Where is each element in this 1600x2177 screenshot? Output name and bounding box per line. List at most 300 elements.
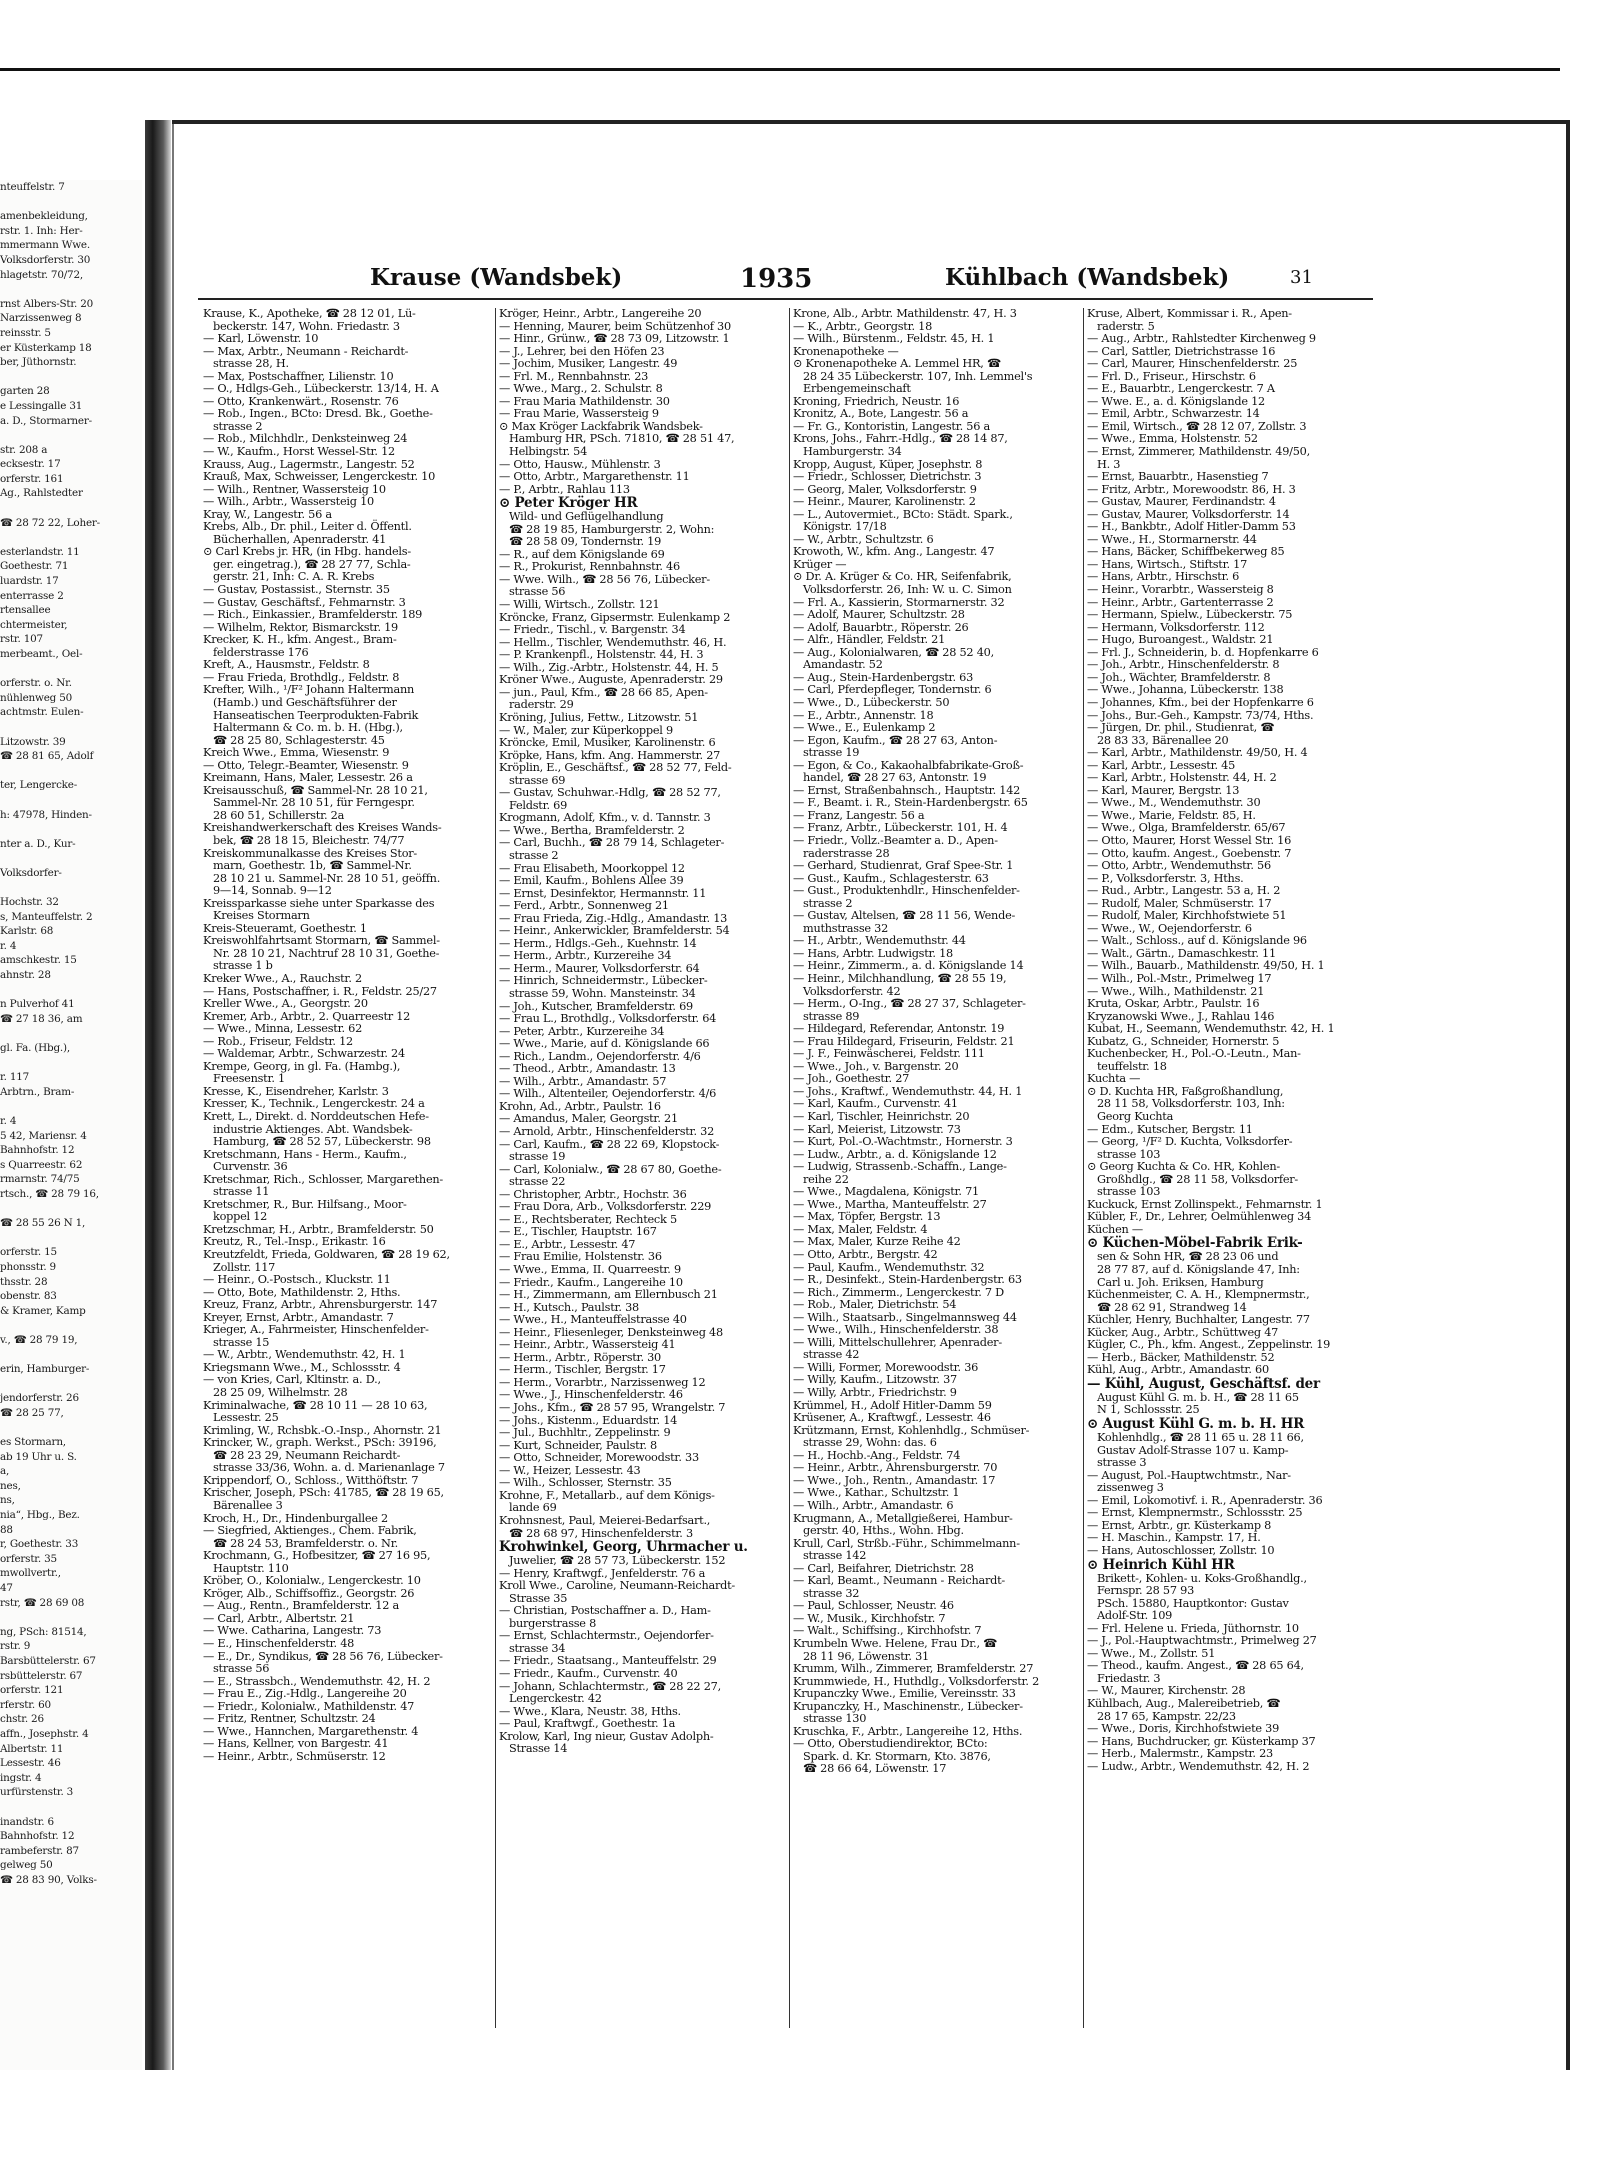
fragment-line: Lessestr. 46 — [0, 1757, 61, 1770]
fragment-line: phonsstr. 9 — [0, 1260, 56, 1273]
directory-entry: — Friedr., Schlosser, Dietrichstr. 3 — [793, 470, 982, 484]
directory-entry: — Wwe., Wilh., Mathildenstr. 21 — [1087, 984, 1265, 998]
fragment-line: ng, PSch: 81514, — [0, 1625, 87, 1638]
directory-entry: — Siegfried, Aktienges., Chem. Fabrik, — [203, 1524, 417, 1538]
directory-entry: marn, Goethestr. 1b, ☎ Sammel-Nr. — [213, 859, 412, 873]
directory-entry: — Gustav, Postassist., Sternstr. 35 — [203, 583, 390, 597]
directory-entry: Krischer, Joseph, PSch: 41785, ☎ 28 19 65, — [203, 1486, 444, 1500]
directory-entry: — Heinr., Arbtr., Gartenterrasse 2 — [1087, 595, 1274, 609]
directory-entry: — Frl. A., Kassierin, Stormarnerstr. 32 — [793, 595, 1005, 609]
directory-entry: — K., Arbtr., Georgstr. 18 — [793, 319, 933, 333]
directory-entry: — Hans, Postschaffner, i. R., Feldstr. 25/27 — [203, 984, 437, 998]
left-page-fragment — [0, 180, 142, 2070]
directory-entry: Kühlbach, Aug., Malereibetrieb, ☎ — [1087, 1696, 1281, 1710]
directory-entry: — Wwe., Marie, auf d. Königslande 66 — [499, 1037, 710, 1051]
directory-entry: — Theod., kaufm. Angest., ☎ 28 65 64, — [1087, 1659, 1304, 1673]
directory-entry: — Heinr., Zimmerm., a. d. Königslande 14 — [793, 959, 1024, 973]
directory-entry: — W., Heizer, Lessestr. 43 — [499, 1463, 641, 1477]
directory-entry: — H., Hochb.-Ang., Feldstr. 74 — [793, 1448, 961, 1462]
directory-entry: — Hinr., Grünw., ☎ 28 73 09, Litzowstr. 1 — [499, 332, 730, 346]
directory-entry: — W., Maurer, Kirchenstr. 28 — [1087, 1684, 1246, 1698]
directory-entry: H. 3 — [1097, 457, 1121, 471]
directory-entry: — Herm., Vorarbtr., Narzissenweg 12 — [499, 1375, 706, 1389]
directory-entry: Krause, K., Apotheke, ☎ 28 12 01, Lü- — [203, 308, 416, 320]
directory-entry: — Max, Arbtr., Neumann - Reichardt- — [203, 344, 409, 358]
fragment-line — [0, 881, 142, 896]
directory-entry: — Rob., Friseur, Feldstr. 12 — [203, 1034, 353, 1048]
fragment-line: rstr, ☎ 28 69 08 — [0, 1596, 85, 1609]
directory-entry: — Hans, Arbtr., Hirschstr. 6 — [1087, 570, 1240, 584]
fragment-line: jendorferstr. 26 — [0, 1392, 79, 1405]
directory-entry: Bücherhallen, Apenraderstr. 41 — [213, 532, 387, 546]
fragment-line: reinsstr. 5 — [0, 326, 51, 339]
directory-entry: Juwelier, ☎ 28 57 73, Lübeckerstr. 152 — [509, 1554, 726, 1568]
directory-entry: ☎ 28 62 91, Strandweg 14 — [1097, 1300, 1247, 1314]
directory-entry: Kohlenhdlg., ☎ 28 11 65 u. 28 11 66, — [1097, 1431, 1304, 1445]
directory-entry: Kröger, Alb., Schiffsoffiz., Georgstr. 26 — [203, 1586, 415, 1600]
directory-entry: — Walt., Gärtn., Damaschkestr. 11 — [1087, 946, 1276, 960]
directory-entry: — Hans, Arbtr. Ludwigstr. 18 — [793, 946, 953, 960]
directory-entry: — Wwe. E., a. d. Königslande 12 — [1087, 394, 1265, 408]
fragment-line: Bahnhofstr. 12 — [0, 1144, 75, 1157]
directory-entry: Krowoth, W., kfm. Ang., Langestr. 47 — [793, 545, 995, 559]
directory-entry: Erbengemeinschaft — [803, 382, 911, 396]
directory-column-1 — [203, 308, 491, 2028]
fragment-line: ☎ 28 81 65, Adolf — [0, 750, 94, 763]
directory-entry: Helbingstr. 54 — [509, 445, 588, 459]
directory-entry: Kroll Wwe., Caroline, Neumann-Reichardt- — [499, 1579, 735, 1593]
directory-entry: — H., Zimmermann, am Ellernbusch 21 — [499, 1288, 718, 1302]
directory-entry: Kuckuck, Ernst Zollinspekt., Fehmarnstr. 1 — [1087, 1197, 1323, 1211]
directory-entry: — E., Arbtr., Annenstr. 18 — [793, 708, 934, 722]
directory-entry: — Hans, Bäcker, Schiffbekerweg 85 — [1087, 545, 1285, 559]
directory-entry: — Wwe., Joh., v. Bargenstr. 20 — [793, 1059, 959, 1073]
fragment-line — [0, 1056, 142, 1071]
directory-entry: — Heinr., Vorarbtr., Wassersteig 8 — [1087, 583, 1274, 597]
directory-entry: — Wwe., M., Zollstr. 51 — [1087, 1646, 1216, 1660]
directory-entry: — Johs., Kfm., ☎ 28 57 95, Wrangelstr. 7 — [499, 1401, 726, 1415]
directory-entry: strasse 59, Wohn. Mansteinstr. 34 — [509, 986, 696, 1000]
directory-entry: Großhdlg., ☎ 28 11 58, Volksdorfer- — [1097, 1172, 1298, 1186]
directory-entry: — Wilh., Zig.-Arbtr., Holstenstr. 44, H. 5 — [499, 660, 719, 674]
directory-entry: Kropp, August, Küper, Josephstr. 8 — [793, 457, 983, 471]
directory-entry: — Otto, Maurer, Horst Wessel Str. 16 — [1087, 833, 1292, 847]
directory-entry: — Frau Frieda, Brothdlg., Feldstr. 8 — [203, 670, 400, 684]
directory-entry: strasse 32 — [803, 1586, 860, 1600]
directory-entry: — Heinr., Maurer, Karolinenstr. 2 — [793, 495, 976, 509]
fragment-line — [0, 662, 142, 677]
directory-entry: Kügler, C., Ph., kfm. Angest., Zeppelinstr. 19 — [1087, 1338, 1331, 1352]
directory-entry: Hamburgerstr. 34 — [803, 445, 902, 459]
fragment-line: urfürstenstr. 3 — [0, 1786, 74, 1799]
fragment-line: nter a. D., Kur- — [0, 837, 76, 850]
directory-entry: — Wwe., Minna, Lessestr. 62 — [203, 1022, 363, 1036]
fragment-line: garten 28 — [0, 385, 50, 398]
directory-entry: — Paul, Kaufm., Wendemuthstr. 32 — [793, 1260, 985, 1274]
directory-entry: — Wilh., Bürstenm., Feldstr. 45, H. 1 — [793, 332, 995, 346]
directory-entry: Krolow, Karl, Ing nieur, Gustav Adolph- — [499, 1729, 714, 1743]
directory-entry: — Friedr., Vollz.-Beamter a. D., Apen- — [793, 833, 998, 847]
directory-entry: — Wwe., Bertha, Bramfelderstr. 2 — [499, 823, 685, 837]
directory-entry: — Frl. J., Schneiderin, b. d. Hopfenkarre 6 — [1087, 645, 1319, 659]
fragment-line: orferstr. 15 — [0, 1246, 57, 1259]
fragment-line: ahnstr. 28 — [0, 969, 51, 982]
directory-entry: — Gerhard, Studienrat, Graf Spee-Str. 1 — [793, 859, 1014, 873]
directory-entry: — Ernst, Bauarbtr., Hasenstieg 7 — [1087, 470, 1269, 484]
directory-entry: Freesenstr. 1 — [213, 1072, 285, 1086]
fragment-line: r, Goethestr. 33 — [0, 1538, 79, 1551]
directory-entry: — Johann, Schlachtermstr., ☎ 28 22 27, — [499, 1679, 721, 1693]
fragment-line: er Küsterkamp 18 — [0, 341, 92, 354]
directory-entry: Hamburg HR, PSch. 71810, ☎ 28 51 47, — [509, 432, 735, 446]
directory-entry: — Waldemar, Arbtr., Schwarzestr. 24 — [203, 1047, 405, 1061]
directory-entry: — P. Krankenpfl., Holstenstr. 44, H. 3 — [499, 648, 704, 662]
directory-entry: — Ernst, Straßenbahnsch., Hauptstr. 142 — [793, 783, 1021, 797]
directory-entry: — Wilh., Rentner, Wassersteig 10 — [203, 482, 386, 496]
directory-entry: felderstrasse 176 — [213, 645, 309, 659]
directory-entry: — Karl, Kaufm., Curvenstr. 41 — [793, 1097, 958, 1111]
directory-entry: — Willi, Former, Morewoodstr. 36 — [793, 1360, 979, 1374]
directory-entry: Krumm, Wilh., Zimmerer, Bramfelderstr. 27 — [793, 1662, 1034, 1676]
directory-entry: — Fritz, Arbtr., Morewoodstr. 86, H. 3 — [1087, 482, 1296, 496]
directory-entry: strasse 103 — [1097, 1185, 1161, 1199]
directory-entry: — Ferd., Arbtr., Sonnenweg 21 — [499, 899, 669, 913]
directory-entry: — Kurt, Schneider, Paulstr. 8 — [499, 1438, 657, 1452]
fragment-line: ingstr. 4 — [0, 1771, 42, 1784]
directory-entry: — Friedr., Kaufm., Langereihe 10 — [499, 1275, 683, 1289]
directory-entry: — Emil, Wirtsch., ☎ 28 12 07, Zollstr. 3 — [1087, 419, 1307, 433]
directory-entry: — Johs., Bur.-Geh., Kampstr. 73/74, Hths. — [1087, 708, 1314, 722]
directory-entry: Kretschmer, R., Bur. Hilfsang., Moor- — [203, 1197, 407, 1211]
directory-entry: ⊙ Kronenapotheke A. Lemmel HR, ☎ — [793, 357, 1001, 371]
directory-entry: ☎ 28 25 80, Schlagesterstr. 45 — [213, 733, 385, 747]
directory-entry: — Herm., Maurer, Volksdorferstr. 64 — [499, 961, 700, 975]
page-top-border — [172, 120, 1570, 124]
fragment-line: chstr. 26 — [0, 1713, 44, 1726]
directory-entry: — E., Tischler, Hauptstr. 167 — [499, 1225, 657, 1239]
directory-entry: — Frl. Helene u. Frieda, Jüthornstr. 10 — [1087, 1621, 1299, 1635]
directory-entry: Küchler, Henry, Buchhalter, Langestr. 77 — [1087, 1313, 1310, 1327]
fragment-line: v., ☎ 28 79 19, — [0, 1333, 78, 1346]
fragment-line — [0, 1231, 142, 1246]
directory-entry: strasse 1 b — [213, 959, 273, 973]
directory-entry: Kreutzfeldt, Frieda, Goldwaren, ☎ 28 19 62, — [203, 1248, 450, 1262]
directory-entry: — Ernst, Zimmerer, Mathildenstr. 49/50, — [1087, 445, 1310, 459]
directory-entry: — Arnold, Arbtr., Hinschenfelderstr. 32 — [499, 1125, 715, 1138]
directory-entry: Krohne, F., Metallarb., auf dem Königs- — [499, 1488, 715, 1502]
fragment-line: amschkestr. 15 — [0, 954, 77, 967]
directory-entry: Krohn, Ad., Arbtr., Paulstr. 16 — [499, 1099, 661, 1113]
directory-entry: ger. eingetrag.), ☎ 28 27 77, Schla- — [213, 557, 411, 571]
directory-entry: — Frau Hildegard, Friseurin, Feldstr. 21 — [793, 1034, 1015, 1048]
directory-entry: — Max, Töpfer, Bergstr. 13 — [793, 1210, 941, 1224]
directory-entry: — Willi, Wirtsch., Zollstr. 121 — [499, 598, 660, 612]
directory-entry: Strasse 14 — [509, 1742, 568, 1756]
directory-entry: — Wwe., M., Wendemuthstr. 30 — [1087, 796, 1261, 810]
directory-entry: — Hans, Wirtsch., Stiftstr. 17 — [1087, 557, 1248, 571]
directory-entry: strasse 2 — [509, 848, 559, 862]
fragment-line: rtensallee — [0, 604, 51, 617]
fragment-line: ☎ 28 25 77, — [0, 1406, 64, 1419]
fragment-line — [0, 822, 142, 837]
directory-entry: — Hermann, Volksdorferstr. 112 — [1087, 620, 1265, 634]
directory-entry: Kröpke, Hans, kfm. Ang. Hammerstr. 27 — [499, 748, 721, 762]
directory-entry: — Karl, Arbtr., Mathildenstr. 49/50, H. 4 — [1087, 746, 1308, 760]
directory-entry: — Johs., Kraftwf., Wendemuthstr. 44, H. 1 — [793, 1084, 1023, 1098]
directory-entry: — Hans, Buchdrucker, gr. Küsterkamp 37 — [1087, 1734, 1316, 1748]
directory-entry: — Herm., Arbtr., Röperstr. 30 — [499, 1350, 661, 1364]
page-number: 31 — [1290, 267, 1313, 288]
directory-entry: Kröncke, Emil, Musiker, Karolinenstr. 6 — [499, 736, 716, 750]
directory-entry: — H., Kutsch., Paulstr. 38 — [499, 1300, 639, 1314]
directory-entry: — E., Dr., Syndikus, ☎ 28 56 76, Lübecker- — [203, 1649, 443, 1663]
directory-entry: — Christian, Postschaffner a. D., Ham- — [499, 1604, 711, 1618]
directory-entry: Kroning, Friedrich, Neustr. 16 — [793, 394, 960, 408]
directory-entry: strasse 34 — [509, 1641, 566, 1655]
directory-entry: Krugmann, A., Metallgießerei, Hambur- — [793, 1511, 1013, 1525]
directory-entry: Kühl, Aug., Arbtr., Amandastr. 60 — [1087, 1363, 1269, 1377]
directory-entry: — E., Strassbch., Wendemuthstr. 42, H. 2 — [203, 1674, 431, 1688]
directory-entry: strasse 11 — [213, 1185, 270, 1199]
fragment-line — [0, 1377, 142, 1392]
fragment-line: Goethestr. 71 — [0, 560, 69, 573]
directory-entry: — Karl, Beamt., Neumann - Reichardt- — [793, 1574, 1005, 1588]
directory-entry: strasse 56 — [509, 585, 566, 599]
fragment-line — [0, 764, 142, 779]
book-gutter — [145, 120, 171, 2070]
directory-entry: — R., Prokurist, Rennbahnstr. 46 — [499, 560, 680, 574]
directory-entry: — Adolf, Maurer, Schultzstr. 28 — [793, 608, 965, 622]
directory-entry: — J., Lehrer, bei den Höfen 23 — [499, 344, 665, 358]
directory-entry: Krupanczky, H., Maschinenstr., Lübecker- — [793, 1699, 1023, 1713]
fragment-line: amenbekleidung, — [0, 210, 88, 223]
directory-entry: — Frau Frieda, Zig.-Hdlg., Amandastr. 13 — [499, 911, 728, 925]
directory-entry: — Max, Maler, Kurze Reihe 42 — [793, 1235, 961, 1249]
fragment-line: ☎ 28 83 90, Volks- — [0, 1873, 97, 1886]
directory-entry: — Rudolf, Maler, Schmüserstr. 17 — [1087, 896, 1272, 910]
directory-entry: — Wwe., Doris, Kirchhofstwiete 39 — [1087, 1722, 1280, 1736]
directory-entry: — Max, Postschaffner, Lilienstr. 10 — [203, 369, 394, 383]
directory-entry: Kröncke, Franz, Gipsermstr. Eulenkamp 2 — [499, 610, 731, 624]
directory-entry: Kreishandwerkerschaft des Kreises Wands- — [203, 821, 442, 835]
directory-entry: — Hildegard, Referendar, Antonstr. 19 — [793, 1022, 1005, 1036]
fragment-line: luardstr. 17 — [0, 575, 59, 588]
directory-entry: ⊙ D. Kuchta HR, Faßgroßhandlung, — [1087, 1084, 1284, 1098]
directory-entry: 28 11 58, Volksdorferstr. 103, Inh: — [1097, 1097, 1285, 1111]
directory-entry: beckerstr. 147, Wohn. Friedastr. 3 — [213, 319, 400, 333]
directory-entry: — Johs., Kistenm., Eduardstr. 14 — [499, 1413, 678, 1427]
directory-entry: — Herm., Hdlgs.-Geh., Kuehnstr. 14 — [499, 936, 697, 950]
directory-entry: raderstr. 29 — [509, 698, 574, 712]
directory-entry: Kröber, O., Kolonialw., Lengerckestr. 10 — [203, 1574, 421, 1588]
directory-entry: Kray, W., Langestr. 56 a — [203, 507, 332, 521]
directory-entry: Krümmel, H., Adolf Hitler-Damm 59 — [793, 1398, 992, 1412]
directory-entry: — Wwe., Marg., 2. Schulstr. 8 — [499, 382, 663, 396]
directory-entry: Kreises Stormarn — [213, 909, 310, 923]
directory-entry: Krone, Alb., Arbtr. Mathildenstr. 47, H. 3 — [793, 308, 1017, 320]
directory-entry: — Carl, Maurer, Hinschenfelderstr. 25 — [1087, 357, 1298, 371]
directory-entry: strasse 103 — [1097, 1147, 1161, 1161]
fragment-line — [0, 530, 142, 545]
directory-entry: — Hans, Autoschlosser, Zollstr. 10 — [1087, 1543, 1275, 1557]
directory-entry: — Wwe., Martha, Manteuffelstr. 27 — [793, 1197, 987, 1211]
directory-entry: Kreissparkasse siehe unter Sparkasse des — [203, 896, 435, 910]
directory-entry: Kresser, K., Technik., Lengerckestr. 24 a — [203, 1097, 425, 1111]
directory-entry: Krohnsnest, Paul, Meierei-Bedarfsart., — [499, 1513, 711, 1527]
directory-entry: Krüger — — [793, 557, 847, 571]
directory-entry: — Wwe. Wilh., ☎ 28 56 76, Lübecker- — [499, 572, 710, 586]
directory-entry: — Wwe., D., Lübeckerstr. 50 — [793, 695, 950, 709]
fragment-line: Hochstr. 32 — [0, 896, 59, 909]
directory-entry: ☎ 28 19 85, Hamburgerstr. 2, Wohn: — [509, 522, 715, 536]
directory-entry: — Otto, Krankenwärt., Rosenstr. 76 — [203, 394, 399, 408]
fragment-line: nühlenweg 50 — [0, 691, 73, 704]
directory-entry: — W., Arbtr., Schultzstr. 6 — [793, 532, 934, 546]
fragment-line: 5 42, Mariensr. 4 — [0, 1129, 87, 1142]
directory-entry: Kröger, Heinr., Arbtr., Langereihe 20 — [499, 308, 702, 320]
directory-entry: Küchen — — [1087, 1222, 1143, 1236]
directory-entry: — Wwe., W., Oejendorferstr. 6 — [1087, 921, 1252, 935]
directory-entry: — Ernst, Desinfektor, Hermannstr. 11 — [499, 886, 707, 900]
directory-entry: — Hans, Kellner, von Bargestr. 41 — [203, 1737, 389, 1751]
directory-entry: — Amandus, Maler, Georgstr. 21 — [499, 1112, 678, 1126]
fragment-line: rstr. 9 — [0, 1640, 31, 1653]
directory-entry: — Hugo, Buroangest., Waldstr. 21 — [1087, 633, 1274, 647]
directory-entry: — Gust., Kaufm., Schlagesterstr. 63 — [793, 871, 989, 885]
directory-entry: Königstr. 17/18 — [803, 520, 887, 534]
header-rule — [198, 298, 1373, 300]
directory-entry: Kreutz, R., Tel.-Insp., Erikastr. 16 — [203, 1235, 386, 1249]
directory-entry: Kubatz, G., Schneider, Hornerstr. 5 — [1087, 1034, 1280, 1048]
directory-column-3 — [793, 308, 1081, 2028]
directory-entry: — Ernst, Klempnermstr., Schlossstr. 25 — [1087, 1506, 1303, 1520]
directory-entry: — Frau Dora, Arb., Volksdorferstr. 229 — [499, 1200, 712, 1214]
directory-entry: Kriminalwache, ☎ 28 10 11 — 28 10 63, — [203, 1398, 428, 1412]
fragment-line: mmermann Wwe. — [0, 239, 90, 252]
directory-entry: — Wwe., Kathar., Schultzstr. 1 — [793, 1486, 960, 1500]
directory-entry: ⊙ Küchen-Möbel-Fabrik Erik- — [1087, 1235, 1303, 1252]
directory-entry: — Wilh., Staatsarb., Singelmannsweg 44 — [793, 1310, 1017, 1324]
directory-entry: — Gustav, Schuhwar.-Hdlg, ☎ 28 52 77, — [499, 786, 721, 800]
directory-entry: Kreft, A., Hausmstr., Feldstr. 8 — [203, 658, 370, 672]
directory-entry: — Heinr., Milchhandlung, ☎ 28 55 19, — [793, 971, 1007, 985]
directory-entry: — Alfr., Händler, Feldstr. 21 — [793, 633, 946, 647]
fragment-line — [0, 1610, 142, 1625]
directory-entry: — Emil, Arbtr., Schwarzestr. 14 — [1087, 407, 1260, 421]
directory-entry: Kruse, Albert, Kommissar i. R., Apen- — [1087, 308, 1292, 320]
directory-entry: strasse 29, Wohn: das. 6 — [803, 1436, 937, 1450]
directory-entry: — Rob., Maler, Dietrichstr. 54 — [793, 1298, 957, 1312]
directory-entry: gerstr. 21, Inh: C. A. R. Krebs — [213, 570, 375, 584]
header-left-guide-word: Krause (Wandsbek) — [370, 264, 623, 291]
directory-entry: — Karl, Maurer, Bergstr. 13 — [1087, 783, 1240, 797]
directory-entry: Kröning, Julius, Fettw., Litzowstr. 51 — [499, 710, 699, 724]
fragment-line — [0, 1026, 142, 1041]
directory-entry: gerstr. 40, Hths., Wohn. Hbg. — [803, 1524, 964, 1538]
directory-entry: Küchenmeister, C. A. H., Klempnermstr., — [1087, 1288, 1310, 1302]
directory-entry: strasse 33/36, Wohn. a. d. Marienanlage 7 — [213, 1461, 445, 1475]
directory-entry: — Henning, Maurer, beim Schützenhof 30 — [499, 319, 731, 333]
fragment-line: orferstr. 121 — [0, 1684, 64, 1697]
directory-entry: Adolf-Str. 109 — [1097, 1609, 1173, 1623]
directory-entry: — Joh., Kutscher, Bramfelderstr. 69 — [499, 999, 693, 1013]
directory-entry: Kröplin, E., Geschäftsf., ☎ 28 52 77, Feld- — [499, 761, 732, 775]
fragment-line: orferstr. 35 — [0, 1552, 57, 1565]
fragment-line: thsstr. 28 — [0, 1275, 48, 1288]
directory-entry: ☎ 28 58 09, Tondernstr. 19 — [509, 535, 662, 549]
directory-entry: — Aug., Arbtr., Rahlstedter Kirchenweg 9 — [1087, 332, 1316, 346]
fragment-line: achtmstr. Eulen- — [0, 706, 84, 719]
fragment-line: Bahnhofstr. 12 — [0, 1830, 75, 1843]
directory-entry: Carl u. Joh. Eriksen, Hamburg — [1097, 1275, 1264, 1289]
directory-entry: — Georg, ¹/F² D. Kuchta, Volksdorfer- — [1087, 1135, 1293, 1149]
directory-entry: — Willy, Kaufm., Litzowstr. 37 — [793, 1373, 957, 1387]
directory-entry: — Walt., Schloss., auf d. Königslande 96 — [1087, 934, 1307, 948]
directory-entry: zissenweg 3 — [1097, 1481, 1164, 1495]
directory-entry: Kücker, Aug., Arbtr., Schüttweg 47 — [1087, 1325, 1279, 1339]
directory-entry: Kuchenbecker, H., Pol.-O.-Leutn., Man- — [1087, 1047, 1301, 1061]
directory-entry: — E., Arbtr., Lessestr. 47 — [499, 1237, 636, 1251]
directory-entry: — Heinr., Fliesenleger, Denksteinweg 48 — [499, 1325, 723, 1339]
directory-entry: Krummwiede, H., Huthdlg., Volksdorferstr. 2 — [793, 1674, 1040, 1688]
fragment-line: ☎ 27 18 36, am — [0, 1012, 83, 1025]
directory-entry: ⊙ Heinrich Kühl HR — [1087, 1556, 1235, 1573]
fragment-line: Arbtrn., Bram- — [0, 1085, 75, 1098]
directory-entry: 9—14, Sonnab. 9—12 — [213, 884, 332, 898]
directory-entry: — Willy, Arbtr., Friedrichstr. 9 — [793, 1386, 957, 1400]
fragment-line: Litzowstr. 39 — [0, 735, 66, 748]
directory-entry: — Fr. G., Kontoristin, Langestr. 56 a — [793, 419, 990, 433]
directory-entry: — Georg, Maler, Volksdorferstr. 9 — [793, 482, 977, 496]
directory-entry: — Fritz, Rentner, Schultzstr. 24 — [203, 1712, 376, 1726]
directory-entry: Kreuz, Franz, Arbtr., Ahrensburgerstr. 147 — [203, 1298, 438, 1312]
directory-entry: — Paul, Schlosser, Neustr. 46 — [793, 1599, 954, 1613]
fragment-line: r. 117 — [0, 1071, 30, 1084]
fragment-line: Volksdorfer- — [0, 866, 62, 879]
directory-entry: — Heinr., Arbtr., Ahrensburgerstr. 70 — [793, 1461, 998, 1475]
fragment-line: 88 — [0, 1523, 13, 1536]
directory-entry: muthstrasse 32 — [803, 921, 889, 935]
directory-entry: — Wilh., Bauarb., Mathildenstr. 49/50, H. 1 — [1087, 959, 1325, 973]
fragment-line — [0, 428, 142, 443]
fragment-line: rstr. 1. Inh: Her- — [0, 224, 83, 237]
fragment-line: merbeamt., Oel- — [0, 648, 83, 660]
directory-entry: 28 60 51, Schillerstr. 2a — [213, 808, 345, 822]
directory-entry: — Carl, Kaufm., ☎ 28 22 69, Klopstock- — [499, 1137, 720, 1151]
directory-entry: — Frau Marie, Wassersteig 9 — [499, 407, 659, 421]
directory-entry: — R., Desinfekt., Stein-Hardenbergstr. 63 — [793, 1273, 1022, 1287]
directory-entry: — P., Arbtr., Rahlau 113 — [499, 482, 630, 496]
directory-entry: — W., Arbtr., Wendemuthstr. 42, H. 1 — [203, 1348, 406, 1362]
fragment-line — [0, 1099, 142, 1114]
directory-entry: N 1, Schlossstr. 25 — [1097, 1403, 1200, 1417]
fragment-line: a. D., Stormarner- — [0, 414, 92, 427]
directory-entry: Krull, Carl, Strßb.-Führ., Schimmelmann- — [793, 1536, 1020, 1550]
directory-entry: Krohwinkel, Georg, Uhrmacher u. — [499, 1539, 748, 1556]
directory-entry: — Wilh., Arbtr., Wassersteig 10 — [203, 495, 374, 509]
directory-entry: strasse 22 — [509, 1175, 566, 1189]
fragment-line: affn., Josephstr. 4 — [0, 1727, 89, 1740]
scan-top-edge — [0, 68, 1560, 71]
directory-entry: Gustav Adolf-Strasse 107 u. Kamp- — [1097, 1443, 1289, 1457]
directory-entry: ☎ 28 24 53, Bramfelderstr. o. Nr. — [213, 1536, 398, 1550]
directory-entry: Kresse, K., Eisendreher, Karlstr. 3 — [203, 1084, 389, 1098]
directory-entry: — Herb., Malermstr., Kampstr. 23 — [1087, 1747, 1273, 1761]
directory-entry: — E., Rechtsberater, Rechteck 5 — [499, 1212, 677, 1226]
directory-entry: ☎ 28 66 64, Löwenstr. 17 — [803, 1762, 947, 1776]
directory-entry: — Friedr., Tischl., v. Bargenstr. 34 — [499, 623, 686, 637]
directory-entry: Hanseatischen Teerprodukten-Fabrik — [213, 708, 419, 722]
